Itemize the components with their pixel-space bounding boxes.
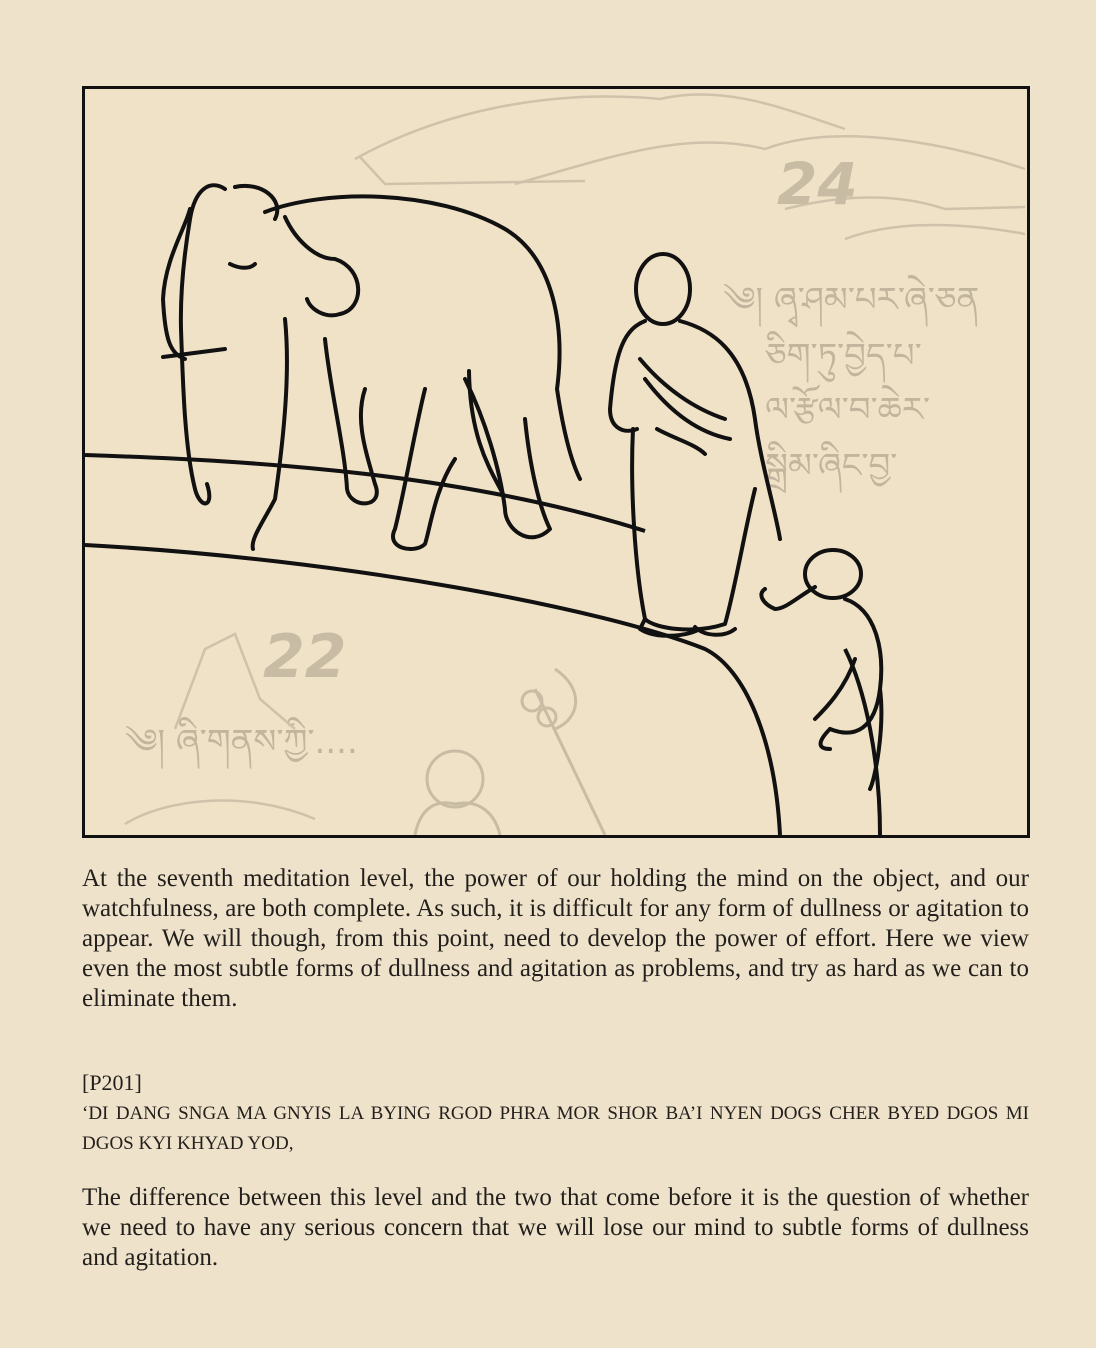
tibetan-line-3: ལ་རྩོལ་བ་ཆེར་ — [765, 390, 931, 430]
page-reference: [P201] — [82, 1070, 142, 1095]
paragraph-1: At the seventh meditation level, the power of our holding the mind on the object, and our watchfulness, are both complete. As such, it is difficult for any form of dullness or agitation to appear. We will though, from this point, need to develop the power of effort. Here we view even the most subtle forms of dullness and agitation as problems, and try as hard as we can to eliminate them. — [82, 865, 1029, 1012]
illustration-svg — [85, 89, 1027, 835]
tibetan-line-lower: ༄། ཞི་གནས་ཀྱི་.... — [125, 722, 358, 762]
tibetan-line-2: ཅིག་ཏུ་བྱེད་པ་ — [765, 336, 922, 376]
tibetan-line-4: སྒྲིམ་ཞིང་བྱ་ — [765, 446, 898, 486]
tibetan-transliteration: ‘DI DANG SNGA MA GNYIS LA BYING RGOD PHRA MOR SHOR BA’I NYEN DOGS CHER BYED DGOS MI DGOS KYI KHYAD YOD, — [82, 1103, 1029, 1154]
paragraph-2: The difference between this level and the two that come before it is the question of whether we need to have any serious concern that we will lose our mind to subtle forms of dullness and agitation. — [82, 1184, 1029, 1271]
page-number-22: 22 — [263, 622, 347, 692]
tibetan-line-1: ༄། ཞྭ་ཤམ་པར་ཞེ་ཅན — [723, 280, 980, 320]
meditation-illustration — [82, 86, 1030, 838]
page-number-24: 24 — [777, 150, 858, 218]
